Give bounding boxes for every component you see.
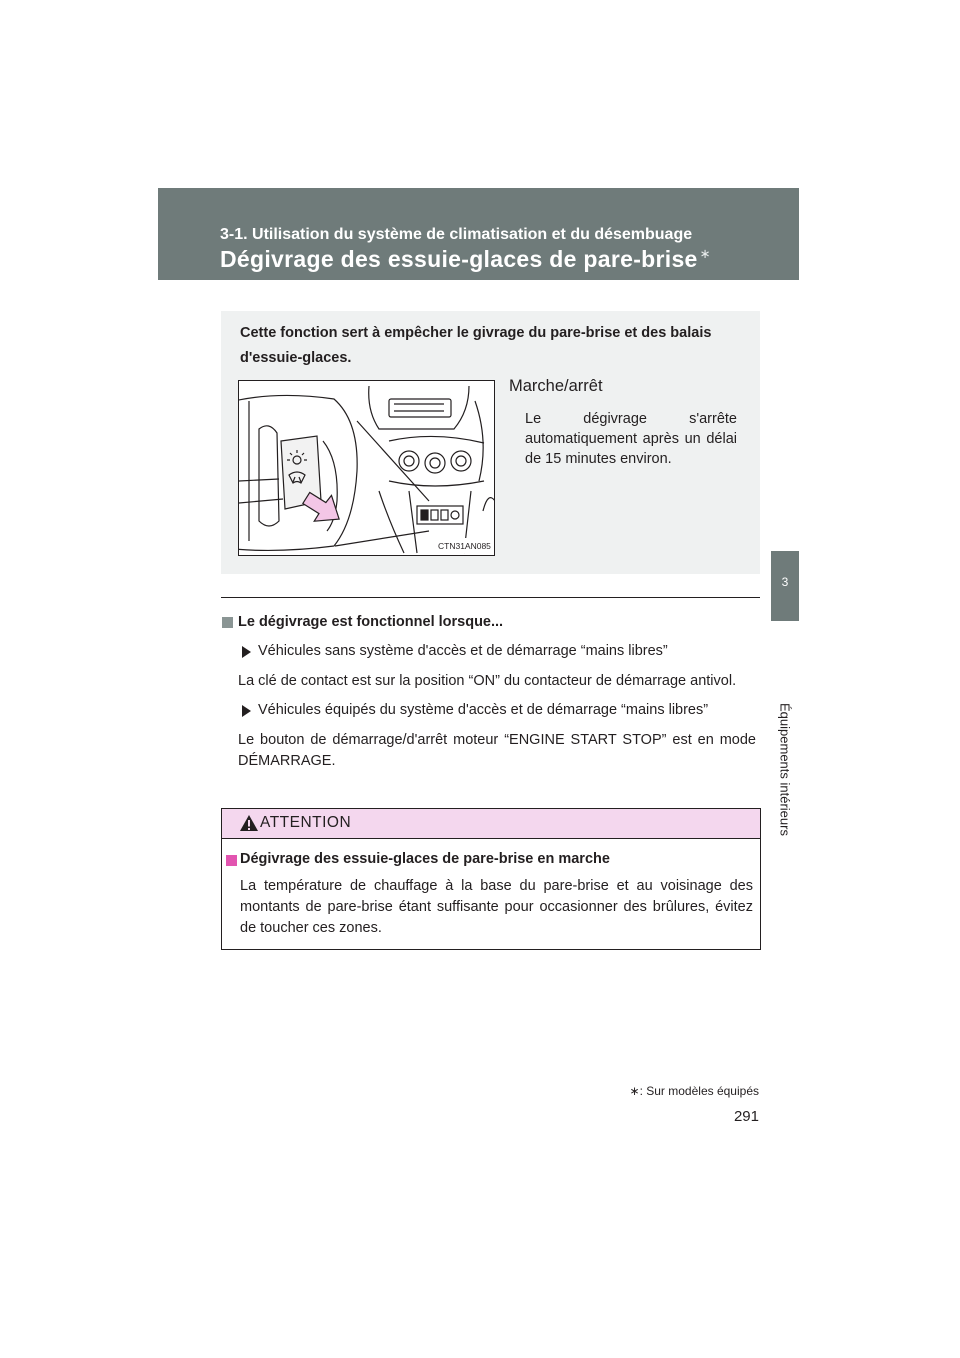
caution-title: ATTENTION [260,814,352,831]
caution-header [222,809,760,839]
square-bullet-icon [226,855,237,866]
triangle-bullet-icon [242,705,251,717]
intro-box [221,311,760,574]
illustration-code: CTN31AN085 [438,541,491,551]
page-title [220,246,711,273]
dashboard-drawing [239,381,494,555]
chapter-number: 3 [781,575,789,589]
warning-icon [239,814,259,832]
intro-text: Cette fonction sert à empêcher le givrage du pare-brise et des balais d'essuie-glaces. [240,325,712,366]
chapter-label: Équipements intérieurs [777,703,793,836]
footnote: ∗: Sur modèles équipés [629,1084,759,1098]
condition-bullet-2-text: Véhicules équipés du système d'accès et de démarrage “mains libres” [258,702,709,718]
chapter-side-label [760,700,810,840]
square-bullet-icon [222,617,233,628]
callout-description: Le dégivrage s'arrête automatiquement après un délai de 15 minutes environ. [525,411,737,467]
caution-box [221,808,761,950]
chapter-header [158,188,799,280]
caution-subheading [224,851,610,867]
conditions-section [221,612,756,772]
conditions-heading [221,612,756,633]
condition-bullet-2 [221,700,756,721]
condition-text-1: La clé de contact est sur la position “ON” du contacteur de démarrage antivol. [238,673,737,689]
condition-bullet-1 [221,641,756,662]
callout-text [525,409,737,469]
chapter-tab[interactable] [771,551,799,621]
triangle-bullet-icon [242,646,251,658]
section-title: 3-1. Utilisation du système de climatisation et du désembuage [220,226,693,243]
conditions-heading-text: Le dégivrage est fonctionnel lorsque... [238,614,504,630]
caution-subheading-text: Dégivrage des essuie-glaces de pare-brise en marche [240,851,610,867]
section-divider [221,597,760,598]
page-number: 291 [733,1108,759,1125]
equipment-mark: ∗ [699,246,711,262]
caution-text: La température de chauffage à la base du pare-brise et au voisinage des montants de pare-brise étant suffisante pour occasionner des brûlures, évitez de toucher ces zones. [240,878,753,936]
callout-title: Marche/arrêt [509,377,603,395]
condition-text-2: Le bouton de démarrage/d'arrêt moteur “ENGINE START STOP” est en mode DÉMARRAGE. [238,732,756,769]
dashboard-illustration [238,380,495,556]
condition-bullet-1-text: Véhicules sans système d'accès et de démarrage “mains libres” [258,643,668,659]
page-title-text: Dégivrage des essuie-glaces de pare-brise [220,246,698,272]
